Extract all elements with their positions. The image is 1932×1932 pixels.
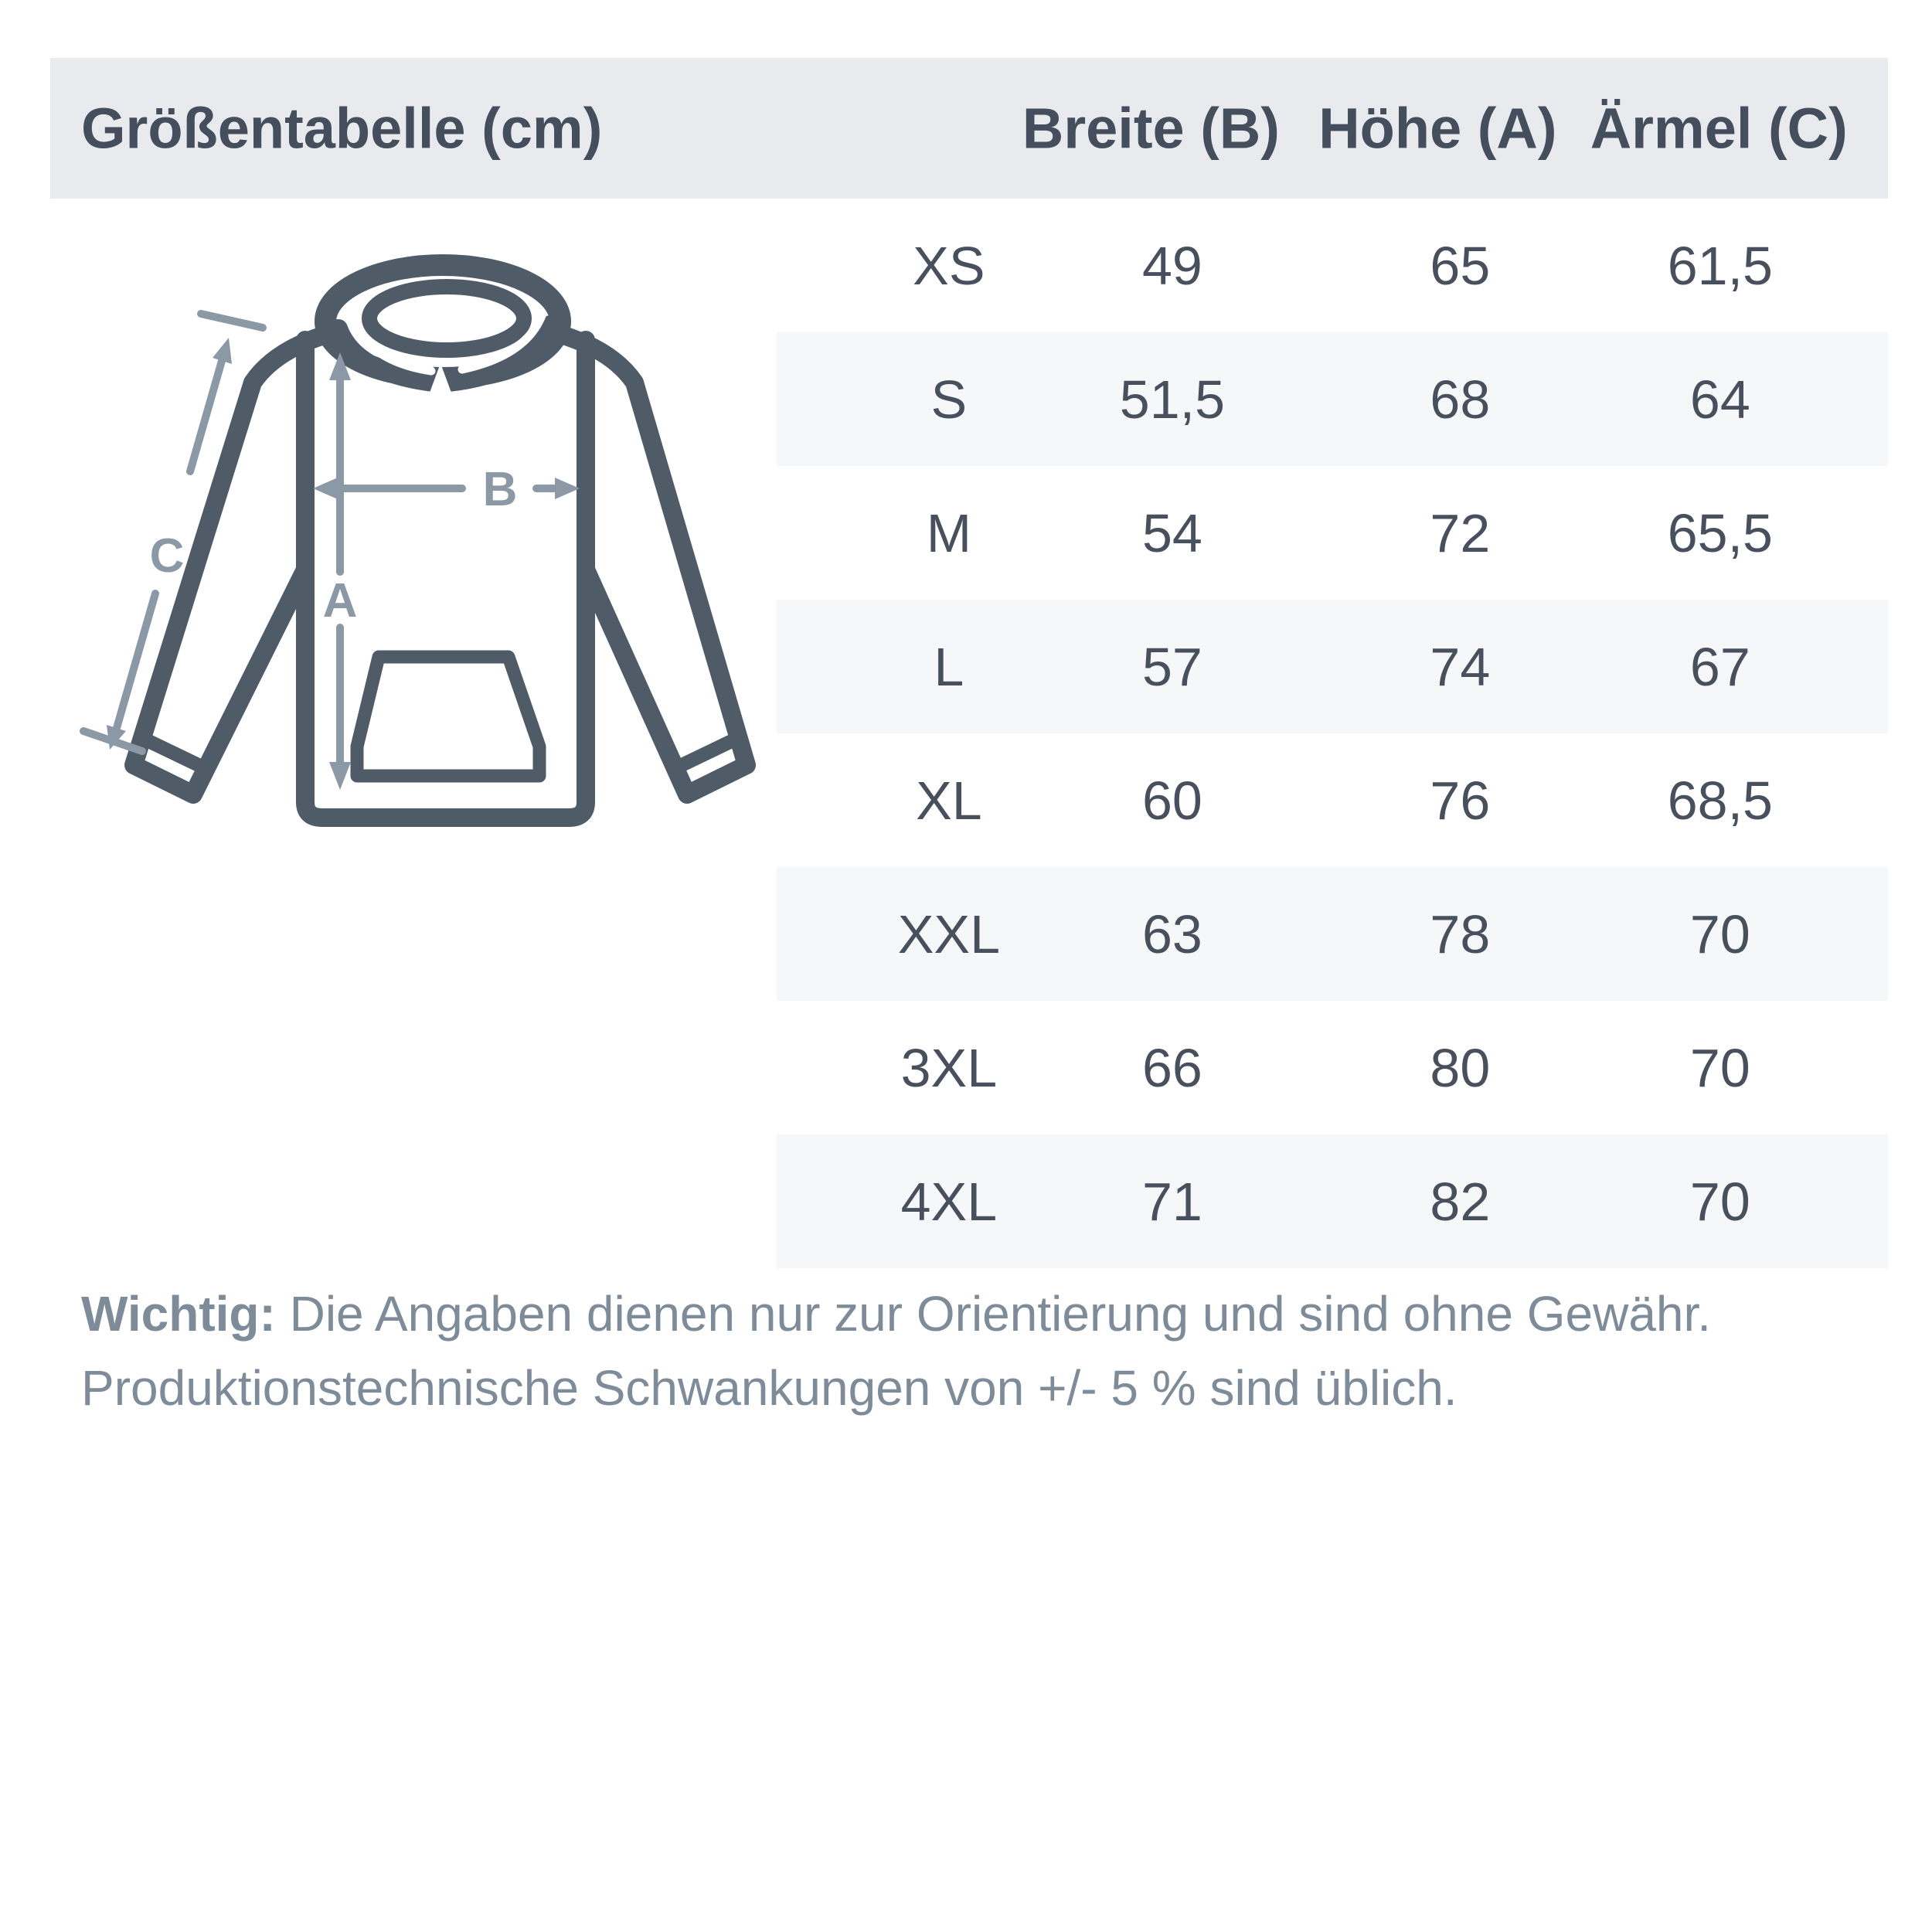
size-cell: L (934, 636, 964, 697)
page-title: Größentabelle (cm) (81, 96, 603, 161)
right-cuff-band (677, 738, 738, 767)
table-row-xl (777, 733, 1888, 867)
size-cell: XXL (897, 903, 1001, 964)
disclaimer-line2: Produktionstechnische Schwankungen von +/- 5 % sind üblich. (81, 1360, 1458, 1416)
breite-cell: 57 (1141, 636, 1202, 697)
table-header (50, 58, 1888, 199)
table-row-xs (777, 199, 1888, 332)
hoehe-cell: 80 (1430, 1037, 1491, 1098)
table-row-s (777, 332, 1888, 466)
aermel-cell: 70 (1689, 1037, 1750, 1098)
hoehe-cell: 68 (1430, 369, 1491, 430)
breite-cell: 66 (1141, 1037, 1202, 1098)
column-header-breite: Breite (B) (1022, 96, 1280, 161)
hoehe-cell: 78 (1430, 903, 1491, 964)
column-header-hoehe: Höhe (A) (1318, 96, 1557, 161)
table-row-3xl (777, 1001, 1888, 1134)
aermel-cell: 65,5 (1667, 502, 1773, 563)
hoodie-diagram (62, 232, 788, 881)
arrow-b-right (555, 478, 580, 499)
dim-c-line-top (190, 361, 222, 471)
size-table (777, 199, 1888, 1268)
size-cell: 4XL (900, 1171, 998, 1232)
breite-cell: 71 (1141, 1171, 1202, 1232)
dim-c-tick-top (201, 314, 263, 328)
breite-cell: 51,5 (1119, 369, 1226, 430)
column-header-aermel: Ärmel (C) (1590, 96, 1848, 161)
hoehe-cell: 74 (1430, 636, 1491, 697)
aermel-cell: 67 (1689, 636, 1750, 697)
hoehe-cell: 76 (1430, 770, 1491, 831)
aermel-cell: 70 (1689, 903, 1750, 964)
hoehe-cell: 72 (1430, 502, 1491, 563)
hoehe-cell: 82 (1430, 1171, 1491, 1232)
size-cell: 3XL (900, 1037, 998, 1098)
arrow-b-left (313, 478, 338, 499)
table-row-4xl (777, 1134, 1888, 1268)
disclaimer-emphasis: Wichtig: (81, 1286, 276, 1342)
hoehe-cell: 65 (1430, 235, 1491, 296)
dimension-label-a: A (322, 574, 358, 628)
breite-cell: 60 (1141, 770, 1202, 831)
size-cell: XL (916, 770, 982, 831)
table-row-l (777, 600, 1888, 733)
aermel-cell: 64 (1689, 369, 1750, 430)
aermel-cell: 70 (1689, 1171, 1750, 1232)
hood-opening (369, 287, 524, 350)
left-cuff-band (142, 738, 203, 767)
dimension-label-c: C (149, 529, 185, 583)
dimension-label-b: B (482, 463, 518, 516)
size-cell: S (930, 369, 968, 430)
disclaimer-note (81, 1277, 1889, 1425)
table-row-xxl (777, 867, 1888, 1001)
arrow-a-down (329, 762, 351, 790)
arrow-c-up (213, 338, 232, 364)
hoodie-illustration (62, 232, 788, 881)
breite-cell: 63 (1141, 903, 1202, 964)
aermel-cell: 61,5 (1667, 235, 1773, 296)
aermel-cell: 68,5 (1667, 770, 1773, 831)
breite-cell: 49 (1141, 235, 1202, 296)
size-cell: M (926, 502, 972, 563)
size-cell: XS (913, 235, 985, 296)
table-row-m (777, 466, 1888, 600)
breite-cell: 54 (1141, 502, 1202, 563)
disclaimer-line1: Die Angaben dienen nur zur Orientierung und sind ohne Gewähr. (275, 1286, 1712, 1342)
kangaroo-pocket (357, 657, 539, 776)
